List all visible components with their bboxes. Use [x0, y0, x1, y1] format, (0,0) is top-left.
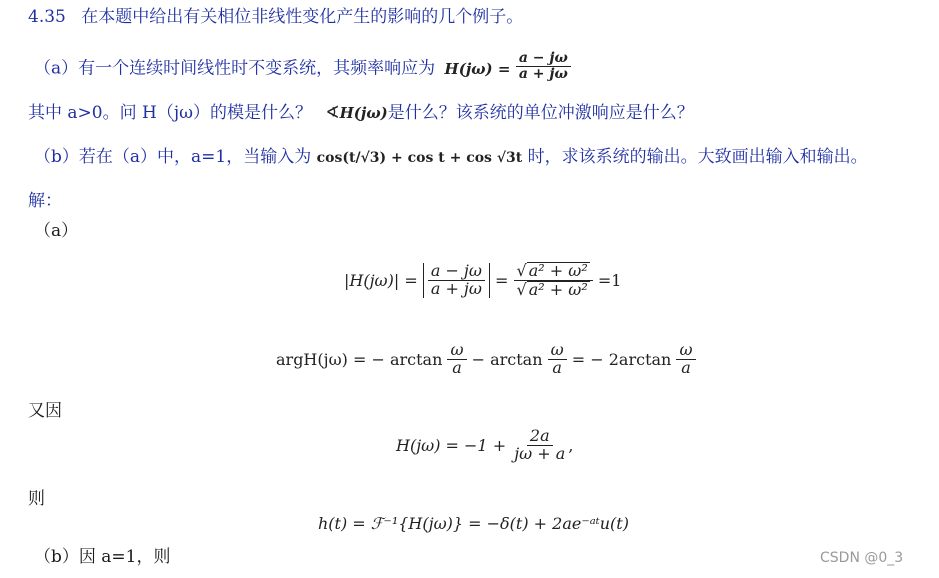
eq2-mid2: = − 2arctan: [571, 349, 672, 369]
eq2-n2: ω: [548, 342, 567, 360]
eq2-frac-1: [447, 342, 466, 377]
problem-title: 在本题中给出有关相位非线性变化产生的影响的几个例子。: [81, 7, 524, 27]
part-a-frac-den: a + jω: [518, 65, 568, 82]
question-line-2: 是什么？该系统的单位冲激响应是什么？: [387, 103, 694, 123]
solution-heading: 解：: [28, 191, 62, 211]
eq1-result: =1: [597, 270, 622, 290]
eq1-num: a − jω: [428, 263, 485, 281]
equation-H-rewrite: [396, 428, 573, 463]
eq3-num: 2a: [527, 428, 553, 446]
eq1-left: |H(jω)| =: [344, 270, 418, 290]
eq1-rnum: a² + ω²: [528, 261, 588, 280]
part-b-label: （b）: [34, 147, 79, 167]
equation-impulse-response: h(t) = ℱ⁻¹{H(jω)} = −δ(t) + 2ae⁻ᵃᵗu(t): [318, 514, 629, 533]
part-a-frac-num: a − jω: [516, 51, 571, 67]
equation-magnitude: [344, 262, 621, 299]
eq1-abs: [423, 263, 490, 298]
part-a-label: （a）: [34, 58, 79, 79]
part-b-text-2: 时，求该系统的输出。大致画出输入和输出。: [527, 147, 868, 167]
eq2-frac-3: [676, 342, 695, 377]
then-text: 则: [28, 489, 45, 509]
eq1-eq: =: [495, 270, 509, 290]
part-b-solution-text: （b）因 a=1，则: [34, 547, 171, 567]
eq1-fraction: [428, 263, 485, 298]
eq2-d2: a: [552, 357, 562, 377]
part-a-text: 有一个连续时间线性时不变系统，其频率响应为: [78, 58, 436, 79]
problem-title-line: [28, 6, 523, 28]
eq2-left: argH(jω) = − arctan: [276, 349, 443, 369]
eq2-n1: ω: [447, 342, 466, 360]
question-line: [28, 102, 694, 124]
eq2-d1: a: [452, 357, 462, 377]
watermark: CSDN @0_3: [820, 550, 904, 566]
eq1-den: a + jω: [430, 278, 482, 298]
eq2-mid: − arctan: [471, 349, 543, 369]
question-line-1: 其中 a>0。问 H（jω）的模是什么？: [28, 103, 312, 123]
part-b-input: cos(t/√3) + cos t + cos √3t: [316, 150, 523, 166]
problem-number: 4.35: [28, 7, 66, 27]
eq3-den: jω + a: [514, 443, 566, 463]
phase-H: H(jω): [339, 104, 388, 122]
part-a-statement: [34, 50, 571, 84]
part-a-H: H(jω) =: [444, 59, 511, 78]
eq3-left: H(jω) = −1 +: [396, 435, 507, 455]
eq2-d3: a: [681, 357, 691, 377]
eq3-fraction: [511, 428, 568, 463]
eq3-tail: ,: [568, 435, 574, 455]
eq2-n3: ω: [676, 342, 695, 360]
solution-part-a-label: （a）: [34, 221, 79, 241]
eq2-frac-2: [548, 342, 567, 377]
part-b-text-1: 若在（a）中，a=1，当输入为: [78, 147, 312, 167]
equation-phase: [276, 342, 696, 377]
eq1-rden: a² + ω²: [528, 279, 588, 299]
eq1-root-fraction: $\frac{\text{√ a² + ω²}}{\text{√ a² + ω²}}$: [514, 262, 593, 299]
phase-symbol: ∢: [325, 103, 340, 123]
part-a-fraction: [516, 51, 571, 81]
also-text: 又因: [28, 401, 62, 421]
part-b-statement: [34, 146, 868, 169]
